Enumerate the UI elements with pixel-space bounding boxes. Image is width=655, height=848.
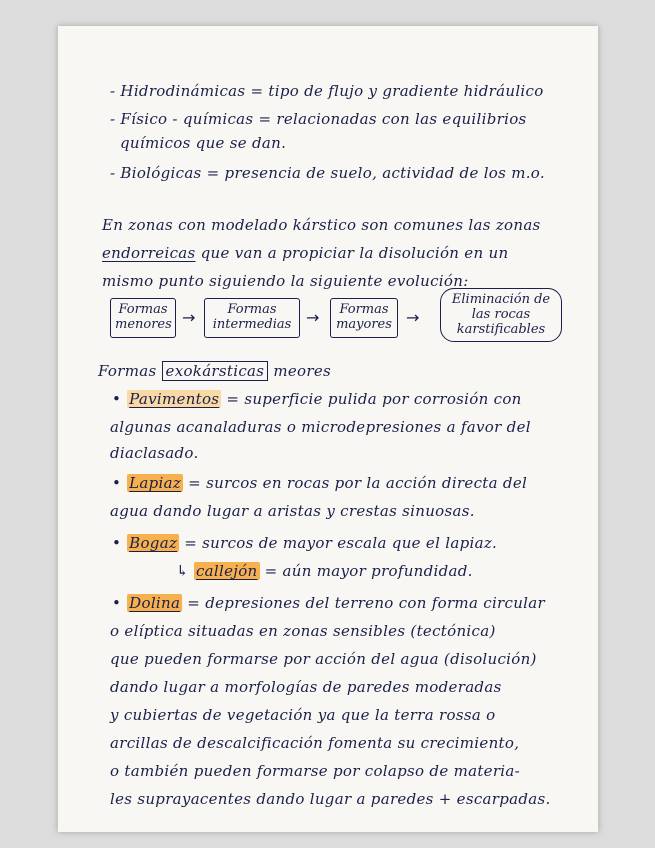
flow-box-menores: Formas menores xyxy=(110,298,176,338)
item-dolina-line-8 xyxy=(110,790,551,808)
paragraph-line-2 xyxy=(102,244,508,262)
text-line: que pueden formarse por acción del agua (disolución) xyxy=(110,650,537,668)
term-bogaz: Bogaz xyxy=(129,534,178,552)
flow-arrow-icon: → xyxy=(406,308,420,327)
section-boxed-term: exokársticas xyxy=(162,361,269,381)
section-suffix: meores xyxy=(268,362,332,380)
line-biologicas xyxy=(110,164,545,182)
text-line: o elíptica situadas en zonas sensibles (tectónica) xyxy=(110,622,496,640)
text-line: - Biológicas = presencia de suelo, actividad de los m.o. xyxy=(110,164,545,182)
term-endorreicas: endorreicas xyxy=(102,244,196,262)
text-line: En zonas con modelado kárstico son comunes las zonas xyxy=(102,216,541,234)
line-fisico-quimicas xyxy=(110,110,527,128)
paragraph-line-3 xyxy=(102,272,469,290)
term-lapiaz: Lapiaz xyxy=(129,474,182,492)
section-heading xyxy=(98,362,331,380)
bullet-icon: • xyxy=(112,474,122,492)
text-line: = surcos en rocas por la acción directa del xyxy=(183,474,528,492)
item-dolina-line-2 xyxy=(110,622,496,640)
text-line: arcillas de descalcificación fomenta su crecimiento, xyxy=(110,734,520,752)
item-bogaz xyxy=(112,534,497,552)
flow-box-mayores: Formas mayores xyxy=(330,298,398,338)
paragraph-line-1 xyxy=(102,216,541,234)
term-callejon: callejón xyxy=(195,562,258,580)
text-line: mismo punto siguiendo la siguiente evolución: xyxy=(102,272,469,290)
return-arrow-icon: ↳ xyxy=(176,562,189,580)
line-quimicos xyxy=(120,134,286,152)
text-line: algunas acanaladuras o microdepresiones a favor del xyxy=(110,418,531,436)
text-line: = superficie pulida por corrosión con xyxy=(221,390,522,408)
text-line: = aún mayor profundidad. xyxy=(259,562,473,580)
text-line: agua dando lugar a aristas y crestas sinuosas. xyxy=(110,502,475,520)
text-line: les suprayacentes dando lugar a paredes + escarpadas. xyxy=(110,790,551,808)
item-lapiaz xyxy=(112,474,527,492)
term-dolina: Dolina xyxy=(129,594,181,612)
line-hidrodinamicas xyxy=(110,82,544,100)
term-pavimentos: Pavimentos xyxy=(129,390,220,408)
text-line: - Hidrodinámicas = tipo de flujo y gradiente hidráulico xyxy=(110,82,544,100)
text-line: o también pueden formarse por colapso de materia- xyxy=(110,762,521,780)
text-line: químicos que se dan. xyxy=(120,134,287,152)
text-line: = depresiones del terreno con forma circular xyxy=(182,594,545,612)
item-dolina-line-4 xyxy=(110,678,502,696)
item-dolina-line-5 xyxy=(110,706,496,724)
text-line: dando lugar a morfologías de paredes moderadas xyxy=(110,678,502,696)
item-dolina-line-3 xyxy=(110,650,537,668)
text-line: y cubiertas de vegetación ya que la terra rossa o xyxy=(110,706,496,724)
bullet-icon: • xyxy=(112,390,122,408)
text-line: = surcos de mayor escala que el lapiaz. xyxy=(179,534,498,552)
notebook-page xyxy=(58,26,598,832)
section-prefix: Formas xyxy=(98,362,157,380)
bullet-icon: • xyxy=(112,534,122,552)
item-dolina xyxy=(112,594,545,612)
item-dolina-line-6 xyxy=(110,734,519,752)
flow-arrow-icon: → xyxy=(306,308,320,327)
flow-box-intermedias: Formas intermedias xyxy=(204,298,300,338)
item-dolina-line-7 xyxy=(110,762,520,780)
flow-box-eliminacion: Eliminación de las rocas karstificables xyxy=(440,288,562,342)
item-pavimentos-line-2 xyxy=(110,418,531,436)
item-pavimentos xyxy=(112,390,522,408)
item-pavimentos-line-3 xyxy=(110,444,199,462)
text-line: que van a propiciar la disolución en un xyxy=(195,244,509,262)
bullet-icon: • xyxy=(112,594,122,612)
text-line: diaclasado. xyxy=(110,444,199,462)
item-callejon xyxy=(176,562,473,580)
text-line: - Físico - químicas = relacionadas con las equilibrios xyxy=(110,110,527,128)
item-lapiaz-line-2 xyxy=(110,502,475,520)
flow-arrow-icon: → xyxy=(182,308,196,327)
